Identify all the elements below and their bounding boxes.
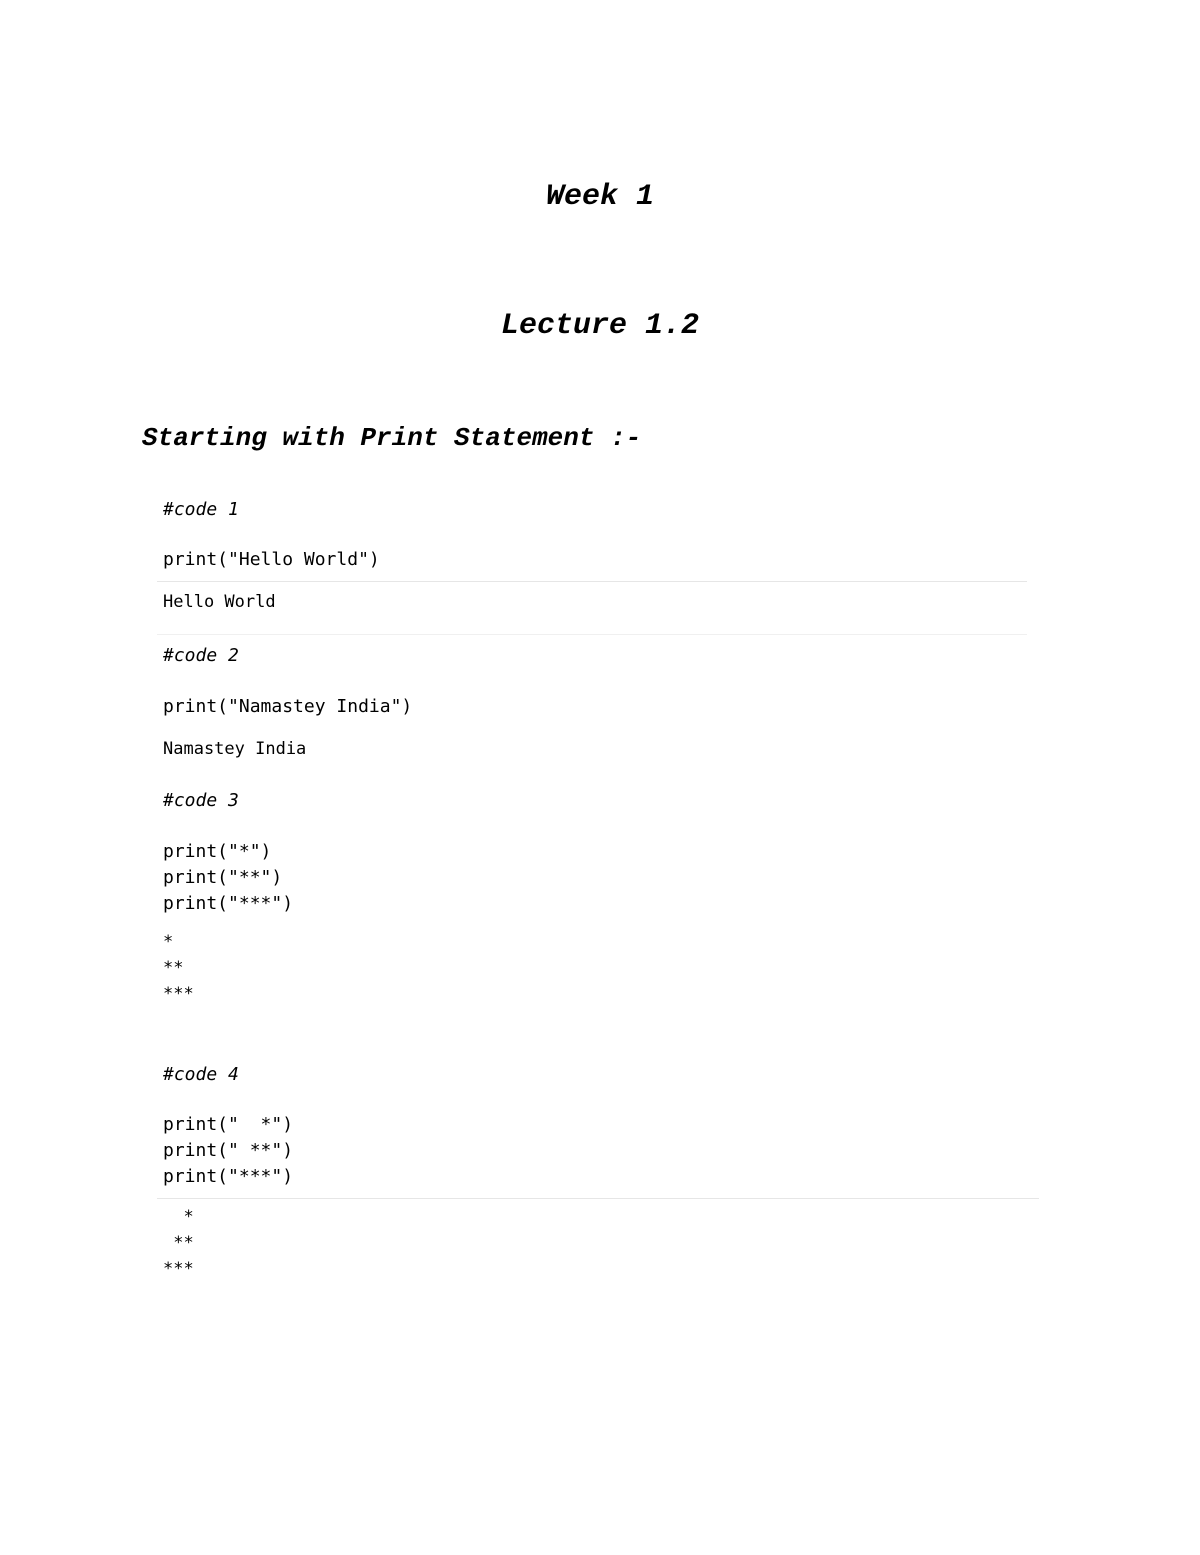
code-2-source: print("Namastey India") [163,696,413,717]
code-2-output: Namastey India [163,739,307,759]
code-1-source: print("Hello World") [163,549,380,570]
code-4-divider [157,1198,1039,1199]
code-1-divider [157,581,1027,582]
lecture-title: Lecture 1.2 [500,309,700,343]
code-4-comment: #code 4 [163,1064,239,1085]
code-4-output: * ** *** [163,1207,194,1279]
section-title: Starting with Print Statement :- [142,423,642,453]
code-1-output: Hello World [163,592,276,612]
code-3-output: * ** *** [163,932,194,1004]
code-2-comment: #code 2 [163,645,239,666]
code-3-source: print("*") print("**") print("***") [163,841,294,914]
code-4-source: print(" *") print(" **") print("***") [163,1114,294,1187]
code-1-comment: #code 1 [163,499,239,520]
week-title: Week 1 [545,180,655,214]
code-3-comment: #code 3 [163,790,239,811]
code-1-end-divider [157,634,1027,635]
